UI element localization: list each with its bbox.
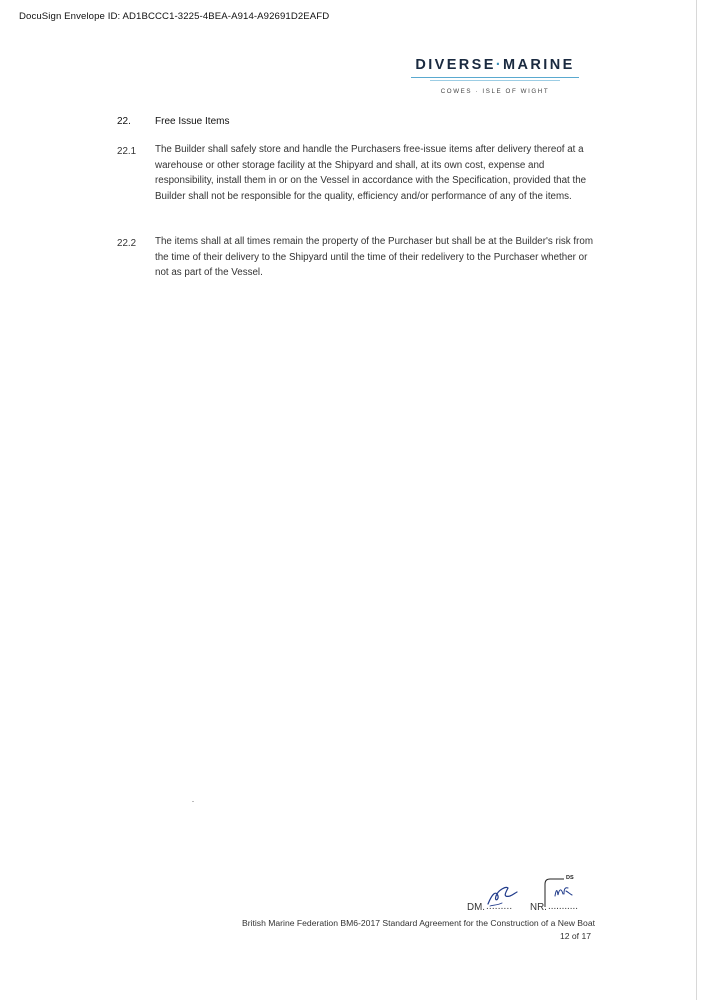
footer-page-number: 12 of 17 [559, 931, 591, 941]
clause-number: 22. [117, 116, 131, 127]
logo-rule-secondary [430, 80, 560, 81]
dm-initials-dots: ......... [486, 901, 513, 912]
initials-block [456, 870, 596, 915]
logo-word-marine: MARINE [503, 57, 575, 73]
docusign-initials-box [544, 878, 592, 908]
scan-speck [192, 801, 194, 802]
logo-tagline: COWES · ISLE OF WIGHT [440, 88, 550, 95]
docusign-ds-label: DS [566, 875, 574, 881]
footer-agreement-title: British Marine Federation BM6-2017 Standard Agreement for the Construction of a New Boat [241, 918, 595, 928]
nr-initials-dots: ........... [548, 901, 578, 912]
nr-initials-label: NR. [530, 902, 547, 913]
page-edge-divider [696, 0, 697, 1000]
subclause-number: 22.2 [117, 238, 137, 249]
logo-separator: · [495, 57, 504, 73]
docusign-envelope-id: DocuSign Envelope ID: AD1BCCC1-3225-4BEA-A914-A92691D2EAFD [19, 11, 330, 22]
logo-wordmark [410, 57, 580, 73]
dm-signature-mark [484, 884, 518, 908]
clause-title: Free Issue Items [155, 116, 230, 127]
company-logo [410, 57, 580, 95]
logo-word-diverse: DIVERSE [415, 57, 496, 73]
subclause-text: The items shall at all times remain the property of the Purchaser but shall be at the Builder's risk from the time of their delivery to the Shipyard until the time of their redelivery to the Purchaser whether or not as part of the Vessel. [155, 236, 594, 279]
dm-initials-label: DM. [467, 902, 485, 913]
subclause-text: The Builder shall safely store and handle the Purchasers free-issue items after delivery thereof at a warehouse or other storage facility at the Shipyard and shall, at its own cost, expense and responsibility, install them in or on the Vessel in accordance with the Specification, provided that the Builder shall not be responsible for the quality, efficiency and/or performance of any of the items. [155, 144, 587, 202]
logo-rule [411, 77, 579, 78]
subclause-number: 22.1 [117, 146, 137, 157]
